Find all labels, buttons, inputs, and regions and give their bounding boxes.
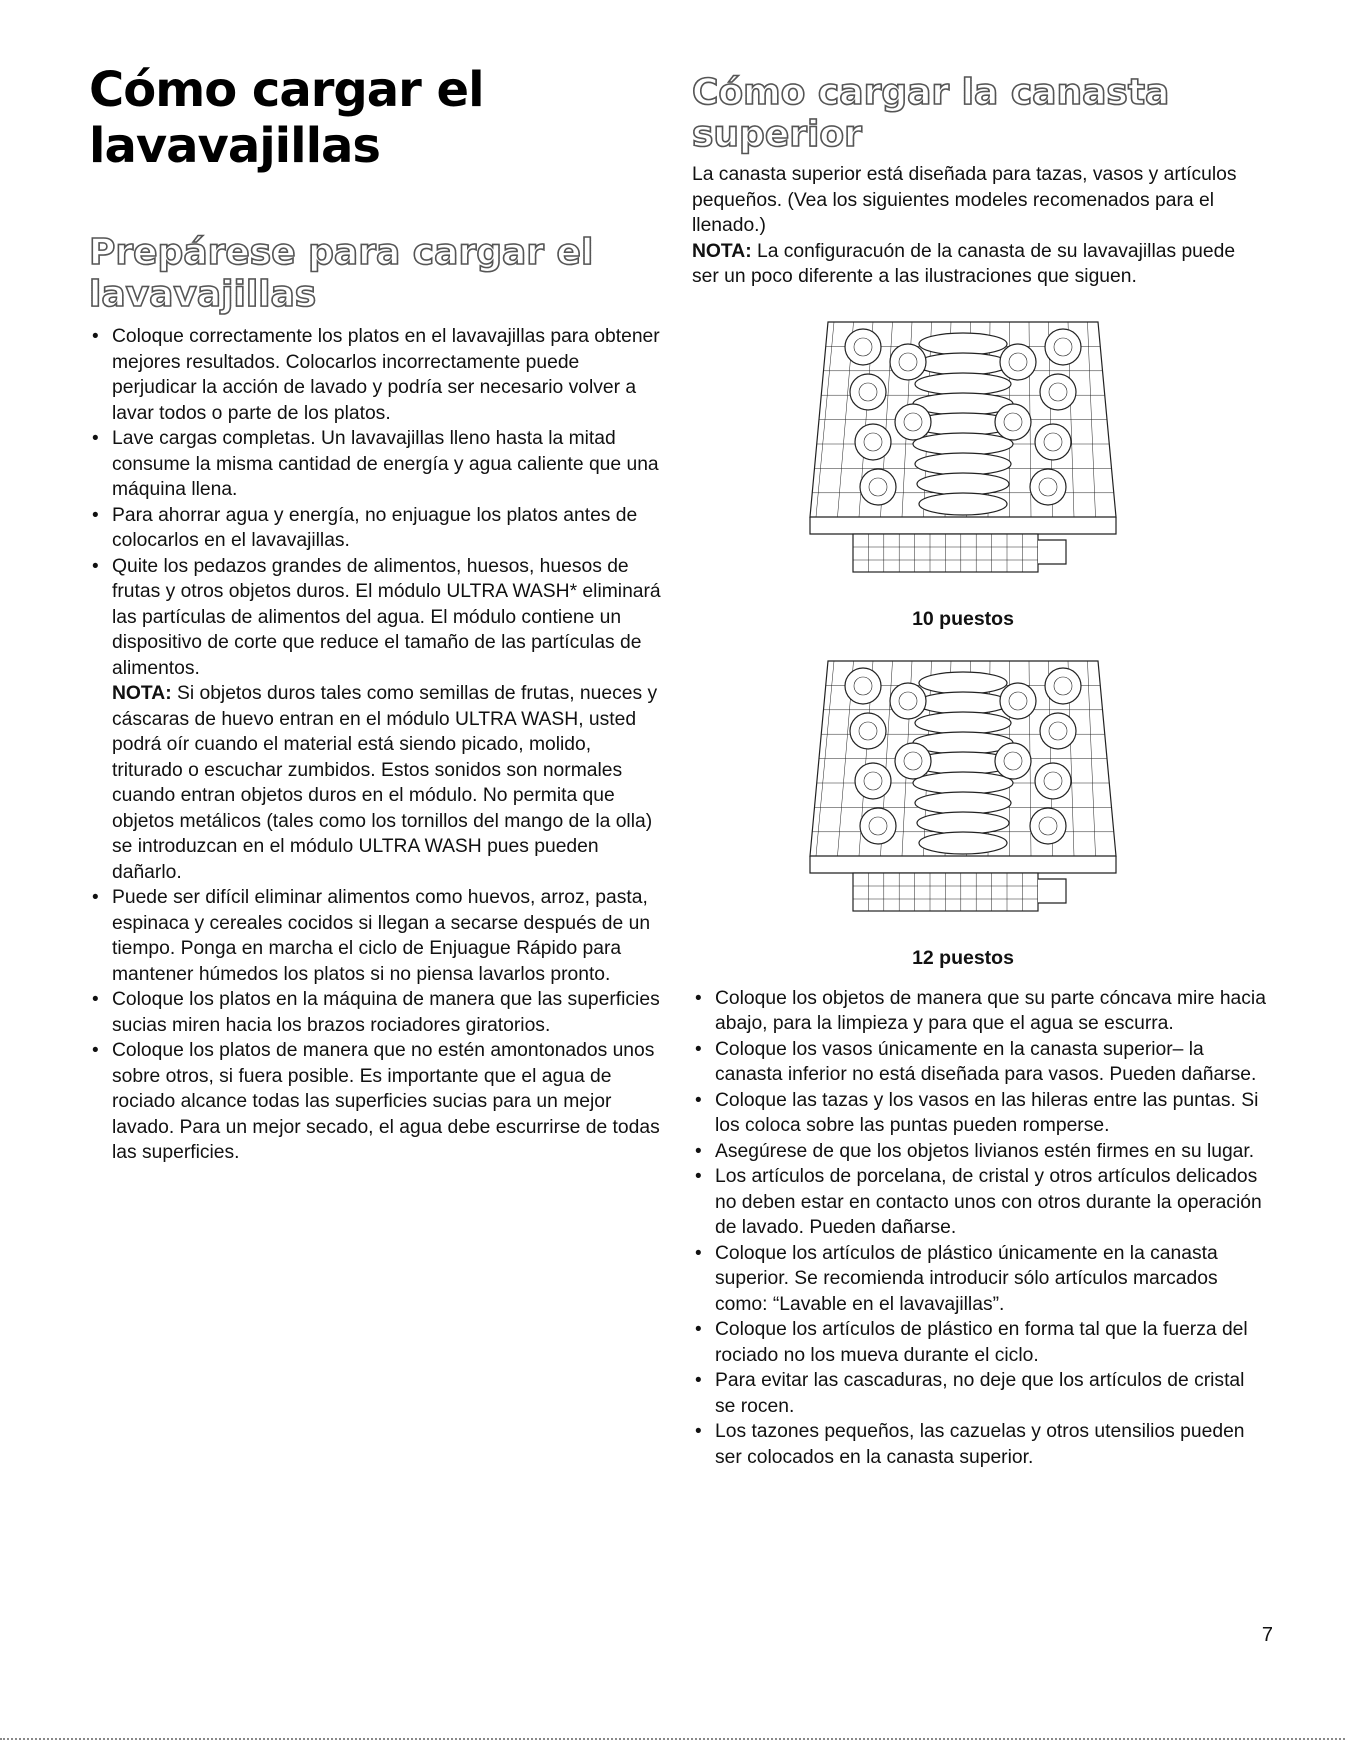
page-title: Cómo cargar el lavavajillas [89,62,484,174]
bullet-icon: • [92,504,99,526]
bullet-icon: • [695,1370,702,1391]
left-column [89,62,664,1166]
bullet-icon: • [695,1089,702,1111]
right-column [692,72,1267,1470]
note-text: Si objetos duros tales como semillas de frutas, nueces y cáscaras de huevo entran en el módulo ULTRA WASH, usted podrá oír cuando el material está siendo picado, molido, triturado o escuchar zumbidos. Estos sonidos son normales cuando entran objetos duros en el módulo. No permita que objetos metálicos (tales como los tornillos del mango de la olla) se introduzcan en el módulo ULTRA WASH pues pueden dañarlo. [112,683,658,883]
list-item: • Coloque los platos en la máquina de manera que las superficies sucias miren hacia los brazos rociadores giratorios. [92,989,660,1036]
figure-10-place-settings [798,302,1128,631]
section-title-prepare: Prepárese para cargar el lavavajillas [89,232,664,316]
intro-paragraph: La canasta superior está diseñada para tazas, vasos y artículos pequeños. (Vea los siguientes modeles recomenados para el llenado.) [692,164,1237,236]
list-item: • Coloque las tazas y los vasos en las hileras entre las puntas. Si los coloca sobre las puntas pueden romperse. [695,1089,1259,1136]
bullet-icon: • [92,1040,99,1061]
note-label: NOTA: [112,683,172,704]
bullet-icon: • [92,428,99,449]
list-item: • Lave cargas completas. Un lavavajillas lleno hasta la mitad consume la misma cantidad de energía y agua caliente que una máquina llena. [92,428,659,500]
list-item: • Para evitar las cascaduras, no deje que los artículos de cristal se rocen. [695,1370,1245,1417]
bullet-icon: • [695,1421,702,1442]
list-item: • Quite los pedazos grandes de alimentos, huesos, huesos de frutas y otros objetos duros. El módulo ULTRA WASH* eliminará las partículas de alimentos del agua. El módulo contiene un dispositivo de corte que reduce el tamaño de las partículas de alimentos. NOTA: Si objetos duros tales como semillas de frutas, nueces y cáscaras de huevo entran en el módulo ULTRA WASH, usted podrá oír cuando el material está siendo picado, molido, triturado o escuchar zumbidos. Estos sonidos son normales cuando entran objetos duros en el módulo. No permita que objetos metálicos (tales como los tornillos del mango de la olla) se introduzcan en el módulo ULTRA WASH pues pueden dañarlo. [89,554,664,886]
bullet-icon: • [92,326,99,347]
section-title-upper-rack: Cómo cargar la canasta superior [692,72,1267,156]
footer-divider [0,1738,1345,1740]
note-paragraph [112,681,664,885]
bullet-icon: • [695,987,702,1009]
upper-rack-bullet-list [692,986,1267,1471]
bullet-icon: • [92,887,99,908]
bullet-icon: • [695,1166,702,1187]
list-item: • Coloque los vasos únicamente en la canasta superior– la canasta inferior no está diseñada para vasos. Pueden dañarse. [695,1038,1257,1085]
list-item: • Coloque los artículos de plástico en forma tal que la fuerza del rociado no los mueva durante el ciclo. [695,1319,1248,1366]
list-item: • Puede ser difícil eliminar alimentos como huevos, arroz, pasta, espinaca y cereales cocidos si llegan a secarse después de un tiempo. Ponga en marcha el ciclo de Enjuague Rápido para mantener húmedos los platos si no piensa lavarlos pronto. [92,887,651,985]
figure-caption: 10 puestos [912,607,1014,630]
list-item: • Coloque los artículos de plástico únicamente en la canasta superior. Se recomienda introducir sólo artículos marcados como: “Lavable en el lavavajillas”. [695,1242,1218,1315]
bullet-icon: • [695,1038,702,1060]
note-text: La configuracuón de la canasta de su lavavajillas puede ser un poco diferente a las ilustraciones que siguen. [692,240,1236,287]
bullet-icon: • [695,1319,702,1340]
note-paragraph [692,239,1267,290]
bullet-icon: • [92,555,99,577]
list-item: • Coloque los platos de manera que no estén amontonados unos sobre otros, si fuera posible. Es importante que el agua de rociado alcance todas las superficies sucias para un mejor lavado. Para un mejor secado, el agua debe escurrirse de todas las superficies. [92,1040,660,1163]
list-item: • Asegúrese de que los objetos livianos estén firmes en su lugar. [692,1139,1267,1165]
figure-12-place-settings [798,641,1128,970]
list-item: • Coloque correctamente los platos en el lavavajillas para obtener mejores resultados. Colocarlos incorrectamente puede perjudicar la acción de lavado y podría ser necesario volver a lavar todos o parte de los platos. [92,326,660,424]
bullet-icon: • [92,989,99,1010]
list-item: • Coloque los objetos de manera que su parte cóncava mire hacia abajo, para la limpieza y para que el agua se escurra. [695,987,1266,1034]
figure-caption: 12 puestos [912,946,1014,969]
list-item: • Los artículos de porcelana, de cristal y otros artículos delicados no deben estar en contacto unos con otros durante la operación de lavado. Pueden dañarse. [695,1166,1262,1238]
prepare-bullet-list [89,324,664,1166]
note-label: NOTA: [692,240,752,262]
upper-rack-10-place-settings-illustration [798,302,1128,602]
list-item: • Los tazones pequeños, las cazuelas y otros utensilios pueden ser colocados en la canasta superior. [695,1421,1245,1468]
bullet-icon: • [695,1140,702,1162]
page-number: 7 [1261,1624,1273,1646]
bullet-icon: • [695,1242,702,1264]
list-item: • Para ahorrar agua y energía, no enjuague los platos antes de colocarlos en el lavavajillas. [92,504,638,551]
upper-rack-12-place-settings-illustration [798,641,1128,941]
